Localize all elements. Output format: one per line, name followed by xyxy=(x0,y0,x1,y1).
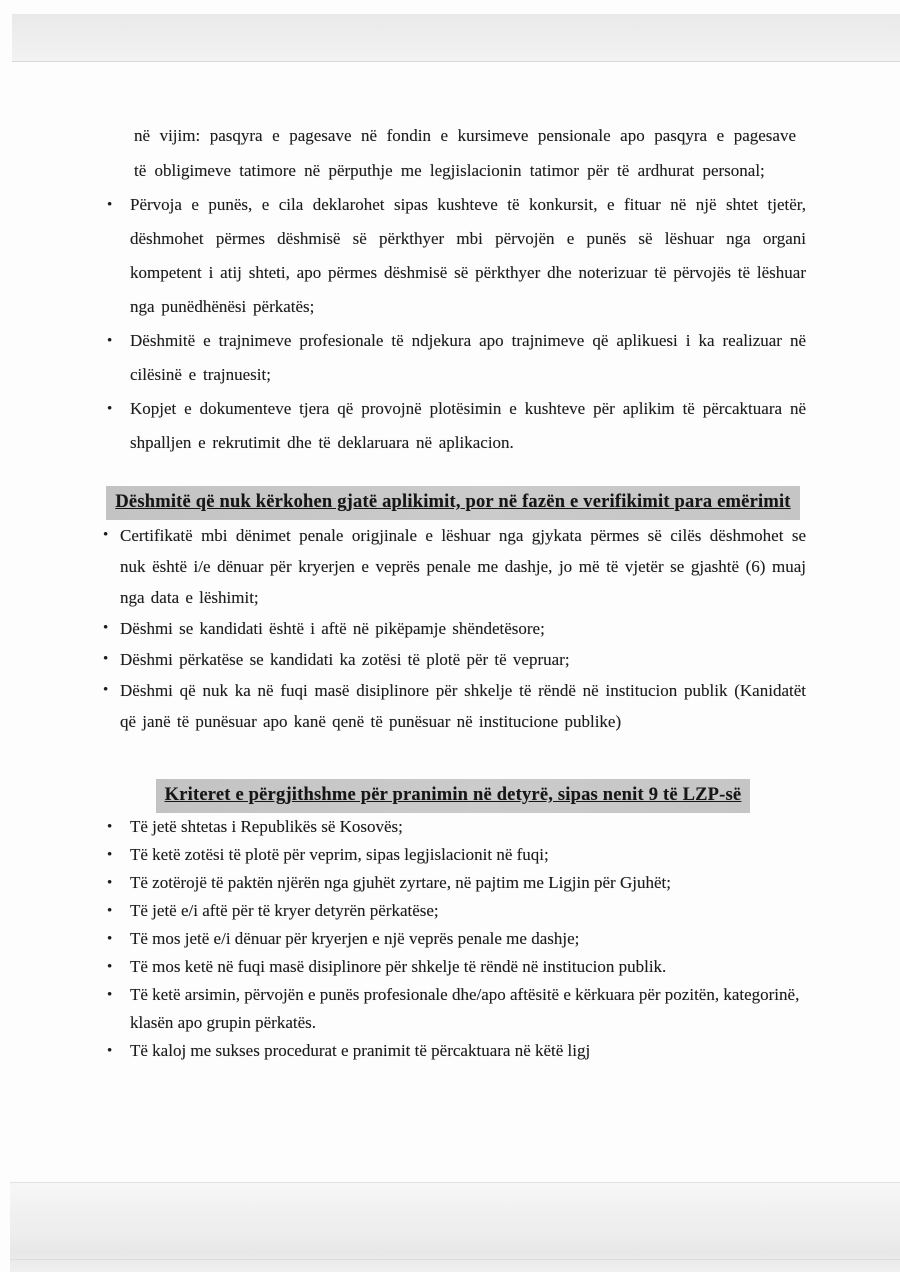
bullet-icon: • xyxy=(107,819,113,835)
intro-paragraph: në vijim: pasqyra e pagesave në fondin e kursimeve pensionale apo pasqyra e pagesave të obligimeve tatimore në përputhje me legjislacionin tatimor për të ardhurat personal; xyxy=(134,126,796,180)
list-item xyxy=(100,188,806,324)
bullet-icon: • xyxy=(107,401,113,417)
bullet-icon: • xyxy=(107,931,113,947)
list-item xyxy=(100,897,806,925)
list-item xyxy=(100,613,806,644)
section-heading-row xyxy=(100,486,806,520)
list-item-text: Të mos ketë në fuqi masë disiplinore për shkelje të rëndë në institucion publik. xyxy=(130,957,667,976)
bullet-icon: • xyxy=(107,875,113,891)
list-item-text: Përvoja e punës, e cila deklarohet sipas kushteve të konkursit, e fituar në një shtet tjetër, dëshmohet përmes dëshmisë së përkthyer mbi përvojën e punës së lëshuar nga organi kompetent i atij shteti, apo përmes dëshmisë së përkthyer dhe noterizuar të përvojës të lëshuar nga punëdhënësi përkatës; xyxy=(130,195,806,316)
list-item-text: Të jetë e/i aftë për të kryer detyrën përkatëse; xyxy=(130,901,439,920)
list-item xyxy=(100,953,806,981)
list-item-text: Të jetë shtetas i Republikës së Kosovës; xyxy=(130,817,403,836)
bullet-icon: • xyxy=(107,197,113,213)
bullet-icon: • xyxy=(107,1043,113,1059)
list-item xyxy=(100,813,806,841)
bullet-icon: • xyxy=(103,651,109,667)
scan-artifact-bottom-band xyxy=(10,1182,900,1272)
list-item-text: Të kaloj me sukses procedurat e pranimit të përcaktuara në këtë ligj xyxy=(130,1041,591,1060)
bullet-icon: • xyxy=(103,527,109,543)
list-item-text: Të mos jetë e/i dënuar për kryerjen e një veprës penale me dashje; xyxy=(130,929,580,948)
list-item xyxy=(100,869,806,897)
bullet-icon: • xyxy=(107,333,113,349)
list-item-text: Dëshmi që nuk ka në fuqi masë disiplinore për shkelje të rëndë në institucion publik (Kanidatët që janë të punësuar apo kanë qenë të punësuar në institucione publike) xyxy=(120,681,806,731)
list-item-text: Të ketë arsimin, përvojën e punës profesionale dhe/apo aftësitë e kërkuara për pozitën, kategorinë, klasën apo grupin përkatës. xyxy=(130,985,800,1032)
bullet-icon: • xyxy=(107,959,113,975)
list-item xyxy=(100,644,806,675)
list-item-text: Dëshmitë e trajnimeve profesionale të ndjekura apo trajnimeve që aplikuesi i ka realizuar në cilësinë e trajnuesit; xyxy=(130,331,806,384)
list-item-text: Të ketë zotësi të plotë për veprim, sipas legjislacionit në fuqi; xyxy=(130,845,549,864)
list-item xyxy=(100,841,806,869)
bullet-icon: • xyxy=(107,987,113,1003)
list-item xyxy=(100,324,806,392)
list-item xyxy=(100,392,806,460)
section-heading-row xyxy=(100,779,806,813)
bullet-icon: • xyxy=(107,903,113,919)
bullet-icon: • xyxy=(103,682,109,698)
verification-evidence-list xyxy=(100,520,806,737)
list-item-text: Kopjet e dokumenteve tjera që provojnë plotësimin e kushteve për aplikim të përcaktuara në shpalljen e rekrutimit dhe të deklaruara në aplikacion. xyxy=(130,399,806,452)
list-item-text: Dëshmi përkatëse se kandidati ka zotësi të plotë për të vepruar; xyxy=(120,650,570,669)
list-item-text: Dëshmi se kandidati është i aftë në pikëpamje shëndetësore; xyxy=(120,619,545,638)
document-content xyxy=(100,118,806,1065)
list-item xyxy=(100,1037,806,1065)
list-item-text: Certifikatë mbi dënimet penale origjinale e lëshuar nga gjykata përmes së cilës dëshmohet se nuk është i/e dënuar për kryerjen e veprës penale me dashje, jo më të vjetër se gjashtë (6) muaj nga data e lëshimit; xyxy=(120,526,806,607)
section-criteria-heading: Kriteret e përgjithshme për pranimin në detyrë, sipas nenit 9 të LZP-së xyxy=(156,779,751,813)
list-item-text: Të zotërojë të paktën njërën nga gjuhët zyrtare, në pajtim me Ligjin për Gjuhët; xyxy=(130,873,671,892)
list-item xyxy=(100,981,806,1037)
list-item xyxy=(100,675,806,737)
section-verification-heading: Dëshmitë që nuk kërkohen gjatë aplikimit, por në fazën e verifikimit para emërimit xyxy=(106,486,799,520)
bullet-icon: • xyxy=(107,847,113,863)
bullet-icon: • xyxy=(103,620,109,636)
scan-artifact-top-band xyxy=(12,14,900,62)
general-criteria-list xyxy=(100,813,806,1065)
application-evidence-list xyxy=(100,188,806,460)
list-item xyxy=(100,520,806,613)
list-item xyxy=(100,925,806,953)
